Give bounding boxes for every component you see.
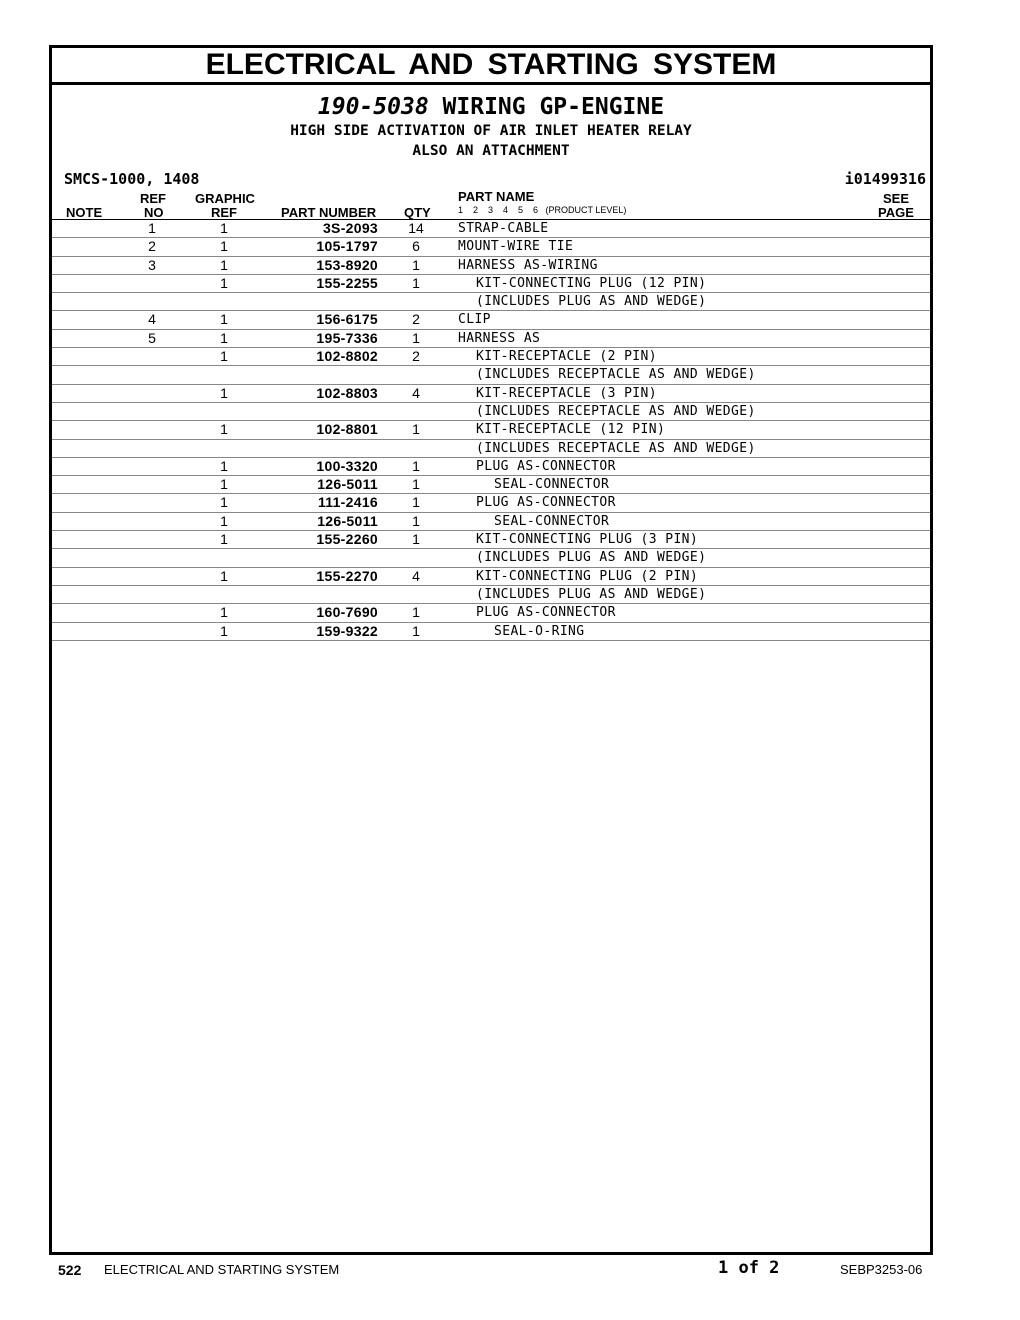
quantity: 2 bbox=[412, 348, 420, 365]
table-row bbox=[52, 293, 930, 311]
part-name: SEAL-CONNECTOR bbox=[494, 513, 610, 529]
part-name: PLUG AS-CONNECTOR bbox=[476, 605, 616, 621]
table-row bbox=[52, 623, 930, 641]
quantity: 1 bbox=[412, 457, 420, 474]
header-graphic-bottom: REF bbox=[211, 205, 237, 220]
part-name: MOUNT-WIRE TIE bbox=[458, 239, 574, 255]
part-number: 105-1797 bbox=[316, 238, 378, 255]
page-frame bbox=[49, 45, 933, 1255]
quantity: 2 bbox=[412, 311, 420, 328]
graphic-ref: 1 bbox=[220, 348, 228, 365]
graphic-ref: 1 bbox=[220, 622, 228, 639]
header-note: NOTE bbox=[66, 205, 103, 220]
header-ref-top: REF bbox=[140, 191, 166, 206]
graphic-ref: 1 bbox=[220, 567, 228, 584]
table-row bbox=[52, 238, 930, 256]
quantity: 14 bbox=[408, 220, 424, 236]
table-row bbox=[52, 257, 930, 275]
graphic-ref: 1 bbox=[220, 604, 228, 621]
graphic-ref: 1 bbox=[220, 220, 228, 236]
graphic-ref: 1 bbox=[220, 329, 228, 346]
table-row bbox=[52, 385, 930, 403]
part-name: PLUG AS-CONNECTOR bbox=[476, 458, 616, 474]
part-number: 3S-2093 bbox=[322, 220, 378, 236]
header-qty: QTY bbox=[404, 205, 431, 220]
part-name: HARNESS AS bbox=[458, 330, 541, 346]
table-row bbox=[52, 275, 930, 293]
smcs-code: SMCS-1000, 1408 bbox=[64, 170, 200, 188]
footer-sheet: 1 of 2 bbox=[718, 1258, 780, 1278]
graphic-ref: 1 bbox=[220, 512, 228, 529]
table-row bbox=[52, 531, 930, 549]
part-name: KIT-CONNECTING PLUG (3 PIN) bbox=[476, 532, 699, 548]
part-name: KIT-RECEPTACLE (2 PIN) bbox=[476, 349, 657, 365]
graphic-ref: 1 bbox=[220, 274, 228, 291]
table-row bbox=[52, 568, 930, 586]
table-row bbox=[52, 311, 930, 329]
footer-doc-number: SEBP3253-06 bbox=[840, 1262, 923, 1277]
graphic-ref: 1 bbox=[220, 531, 228, 548]
group-title bbox=[52, 93, 930, 121]
graphic-ref: 1 bbox=[220, 494, 228, 511]
part-name: (INCLUDES PLUG AS AND WEDGE) bbox=[476, 586, 707, 602]
group-subtitle-1: HIGH SIDE ACTIVATION OF AIR INLET HEATER RELAY bbox=[290, 123, 692, 139]
part-number: 159-9322 bbox=[316, 622, 378, 639]
quantity: 1 bbox=[412, 421, 420, 438]
smcs-row bbox=[52, 167, 930, 191]
section-title: ELECTRICAL AND STARTING SYSTEM bbox=[52, 48, 930, 85]
part-number: 160-7690 bbox=[316, 604, 378, 621]
table-row bbox=[52, 220, 930, 238]
graphic-ref: 1 bbox=[220, 476, 228, 493]
table-row bbox=[52, 458, 930, 476]
header-graphic-top: GRAPHIC bbox=[195, 191, 255, 206]
part-name: HARNESS AS-WIRING bbox=[458, 257, 598, 273]
part-name: (INCLUDES RECEPTACLE AS AND WEDGE) bbox=[476, 367, 756, 383]
part-name: STRAP-CABLE bbox=[458, 221, 549, 236]
ref-no: 4 bbox=[148, 311, 156, 328]
part-name: CLIP bbox=[458, 312, 491, 328]
part-number: 111-2416 bbox=[317, 494, 378, 511]
quantity: 6 bbox=[412, 238, 420, 255]
graphic-ref: 1 bbox=[220, 311, 228, 328]
quantity: 1 bbox=[412, 604, 420, 621]
part-name: PLUG AS-CONNECTOR bbox=[476, 495, 616, 511]
header-see-bottom: PAGE bbox=[878, 205, 914, 220]
part-number: 102-8802 bbox=[316, 348, 378, 365]
table-header bbox=[52, 191, 930, 220]
header-part-number: PART NUMBER bbox=[281, 205, 377, 220]
header-part-name: PART NAME bbox=[458, 189, 535, 204]
part-name: (INCLUDES PLUG AS AND WEDGE) bbox=[476, 550, 707, 566]
group-number: 190-5038 bbox=[317, 94, 429, 120]
part-number: 126-5011 bbox=[317, 512, 378, 529]
part-name: (INCLUDES RECEPTACLE AS AND WEDGE) bbox=[476, 403, 756, 419]
table-row bbox=[52, 513, 930, 531]
quantity: 1 bbox=[412, 256, 420, 273]
footer-page-number: 522 bbox=[58, 1262, 82, 1278]
ref-no: 3 bbox=[148, 256, 156, 273]
part-number: 155-2270 bbox=[316, 567, 378, 584]
ref-no: 5 bbox=[148, 329, 156, 346]
part-name: KIT-CONNECTING PLUG (12 PIN) bbox=[476, 275, 707, 291]
part-number: 153-8920 bbox=[316, 256, 378, 273]
part-name: KIT-RECEPTACLE (3 PIN) bbox=[476, 385, 657, 401]
part-number: 155-2260 bbox=[316, 531, 378, 548]
table-row bbox=[52, 403, 930, 421]
header-ref-bottom: NO bbox=[144, 205, 164, 220]
table-row bbox=[52, 421, 930, 439]
table-row bbox=[52, 494, 930, 512]
table-row bbox=[52, 549, 930, 567]
graphic-ref: 1 bbox=[220, 238, 228, 255]
header-see-top: SEE bbox=[883, 191, 910, 206]
graphic-ref: 1 bbox=[220, 384, 228, 401]
part-name: SEAL-CONNECTOR bbox=[494, 477, 610, 493]
graphic-ref: 1 bbox=[220, 256, 228, 273]
table-row bbox=[52, 586, 930, 604]
part-name: (INCLUDES PLUG AS AND WEDGE) bbox=[476, 294, 707, 310]
quantity: 1 bbox=[412, 512, 420, 529]
illustration-id: i01499316 bbox=[844, 170, 926, 188]
part-number: 126-5011 bbox=[317, 476, 378, 493]
part-number: 195-7336 bbox=[316, 329, 378, 346]
ref-no: 2 bbox=[148, 238, 156, 255]
group-subtitle-2: ALSO AN ATTACHMENT bbox=[412, 143, 570, 159]
table-row bbox=[52, 366, 930, 384]
footer-section: ELECTRICAL AND STARTING SYSTEM bbox=[104, 1262, 340, 1277]
table-row bbox=[52, 440, 930, 458]
part-number: 155-2255 bbox=[316, 274, 378, 291]
quantity: 1 bbox=[412, 622, 420, 639]
table-row bbox=[52, 476, 930, 494]
part-name: (INCLUDES RECEPTACLE AS AND WEDGE) bbox=[476, 440, 756, 456]
part-name: KIT-CONNECTING PLUG (2 PIN) bbox=[476, 568, 699, 584]
header-product-level: 1 2 3 4 5 6 (PRODUCT LEVEL) bbox=[458, 205, 627, 215]
graphic-ref: 1 bbox=[220, 421, 228, 438]
part-number: 102-8803 bbox=[316, 384, 378, 401]
quantity: 4 bbox=[412, 384, 420, 401]
parts-table-body bbox=[52, 220, 930, 641]
quantity: 1 bbox=[412, 476, 420, 493]
quantity: 1 bbox=[412, 494, 420, 511]
quantity: 1 bbox=[412, 274, 420, 291]
page-footer bbox=[0, 1258, 1020, 1282]
part-name: SEAL-O-RING bbox=[494, 623, 585, 639]
part-number: 100-3320 bbox=[316, 457, 378, 474]
part-number: 156-6175 bbox=[316, 311, 378, 328]
table-row bbox=[52, 348, 930, 366]
ref-no: 1 bbox=[148, 220, 156, 236]
part-number: 102-8801 bbox=[316, 421, 378, 438]
table-row bbox=[52, 330, 930, 348]
quantity: 4 bbox=[412, 567, 420, 584]
quantity: 1 bbox=[412, 329, 420, 346]
graphic-ref: 1 bbox=[220, 457, 228, 474]
part-name: KIT-RECEPTACLE (12 PIN) bbox=[476, 422, 666, 438]
table-row bbox=[52, 604, 930, 622]
group-name: WIRING GP-ENGINE bbox=[442, 94, 665, 120]
quantity: 1 bbox=[412, 531, 420, 548]
